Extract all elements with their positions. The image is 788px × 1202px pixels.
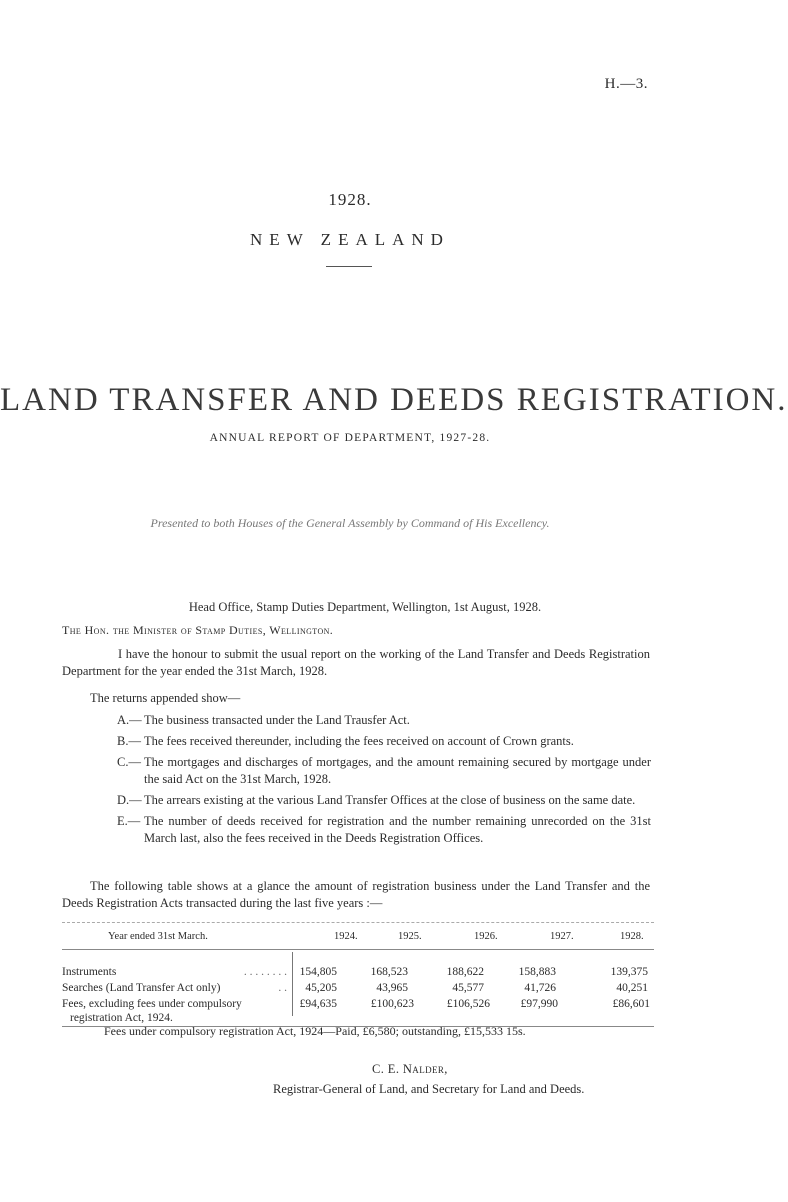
table-header-year: 1925. <box>398 931 422 942</box>
country-heading: NEW ZEALAND <box>250 230 450 249</box>
returns-intro: The returns appended show— <box>90 691 241 705</box>
addressee: The Hon. the Minister of Stamp Duties, Wellington. <box>62 623 334 637</box>
table-cell: 45,205 <box>305 982 337 994</box>
returns-list <box>117 712 651 851</box>
table-cell: £94,635 <box>299 998 337 1010</box>
list-item-text: The fees received thereunder, including the fees received on account of Crown grants. <box>144 734 574 748</box>
list-item <box>117 813 651 847</box>
list-item-text: The arrears existing at the various Land Transfer Offices at the close of business on the same date. <box>144 793 636 807</box>
list-item-label: D.— <box>117 793 142 807</box>
row-label: Searches (Land Transfer Act only) <box>62 982 221 994</box>
signatory-title: Registrar-General of Land, and Secretary for Land and Deeds. <box>273 1082 585 1096</box>
list-item-label: B.— <box>117 734 141 748</box>
list-item-label: C.— <box>117 755 141 769</box>
presented-line: Presented to both Houses of the General Assembly by Command of His Excellency. <box>150 516 550 530</box>
table-cell: £106,526 <box>446 998 490 1010</box>
heading-divider <box>326 266 372 267</box>
list-item <box>117 733 651 750</box>
leader-dots: . . . . . . . . <box>243 966 287 978</box>
leader-dots: . . <box>278 982 287 994</box>
table-cell: £97,990 <box>520 998 558 1010</box>
table-cell: 41,726 <box>524 982 556 994</box>
table-row <box>62 966 654 982</box>
head-office-line: Head Office, Stamp Duties Department, Wellington, 1st August, 1928. <box>188 600 542 614</box>
list-item-label: A.— <box>117 713 142 727</box>
table-cell: 43,965 <box>376 982 408 994</box>
list-item-label: E.— <box>117 814 141 828</box>
intro-paragraph: I have the honour to submit the usual report on the working of the Land Transfer and Deeds Registration Department for the year ended the 31st March, 1928. <box>62 647 650 678</box>
table-header-year: 1927. <box>550 931 574 942</box>
list-item-text: The mortgages and discharges of mortgages, and the amount remaining secured by mortgage under the said Act on the 31st March, 1928. <box>144 755 651 786</box>
table-cell: 139,375 <box>610 966 648 978</box>
table-cell: 168,523 <box>370 966 408 978</box>
table-cell: 188,622 <box>446 966 484 978</box>
table-cell: £100,623 <box>370 998 414 1010</box>
table-header-year: 1924. <box>334 931 358 942</box>
table-cell: 158,883 <box>518 966 556 978</box>
list-item-text: The business transacted under the Land Trausfer Act. <box>144 713 410 727</box>
table-header-label: Year ended 31st March. <box>108 931 208 942</box>
table-intro: The following table shows at a glance the amount of registration business under the Land Transfer and the Deeds Registration Acts transacted during the last five years :— <box>62 879 650 910</box>
report-year: 1928. <box>328 190 372 209</box>
table-header-year: 1928. <box>620 931 644 942</box>
row-label: Instruments <box>62 966 117 978</box>
document-subtitle: ANNUAL REPORT OF DEPARTMENT, 1927-28. <box>209 432 491 444</box>
signatory-name-text: C. E. Nalder, <box>372 1062 448 1076</box>
table-cell: 40,251 <box>616 982 648 994</box>
fees-note: Fees under compulsory registration Act, 1924—Paid, £6,580; outstanding, £15,533 15s. <box>104 1024 526 1038</box>
list-item <box>117 712 651 729</box>
table-row <box>62 982 654 998</box>
row-label: Fees, excluding fees under compulsory <box>62 998 242 1010</box>
list-item-text: The number of deeds received for registration and the number remaining unrecorded on the 31st March last, also the fees received in the Deeds Registration Offices. <box>144 814 651 845</box>
table-cell: £86,601 <box>612 998 650 1010</box>
document-title: LAND TRANSFER AND DEEDS REGISTRATION. <box>0 382 788 418</box>
table-header-year: 1926. <box>474 931 498 942</box>
table-header <box>62 922 654 950</box>
row-label-continued: registration Act, 1924. <box>70 1012 173 1024</box>
signatory-name <box>372 1062 448 1077</box>
list-item <box>117 792 651 809</box>
table-cell: 154,805 <box>299 966 337 978</box>
page-code: H.—3. <box>604 76 648 92</box>
table-cell: 45,577 <box>452 982 484 994</box>
list-item <box>117 754 651 788</box>
